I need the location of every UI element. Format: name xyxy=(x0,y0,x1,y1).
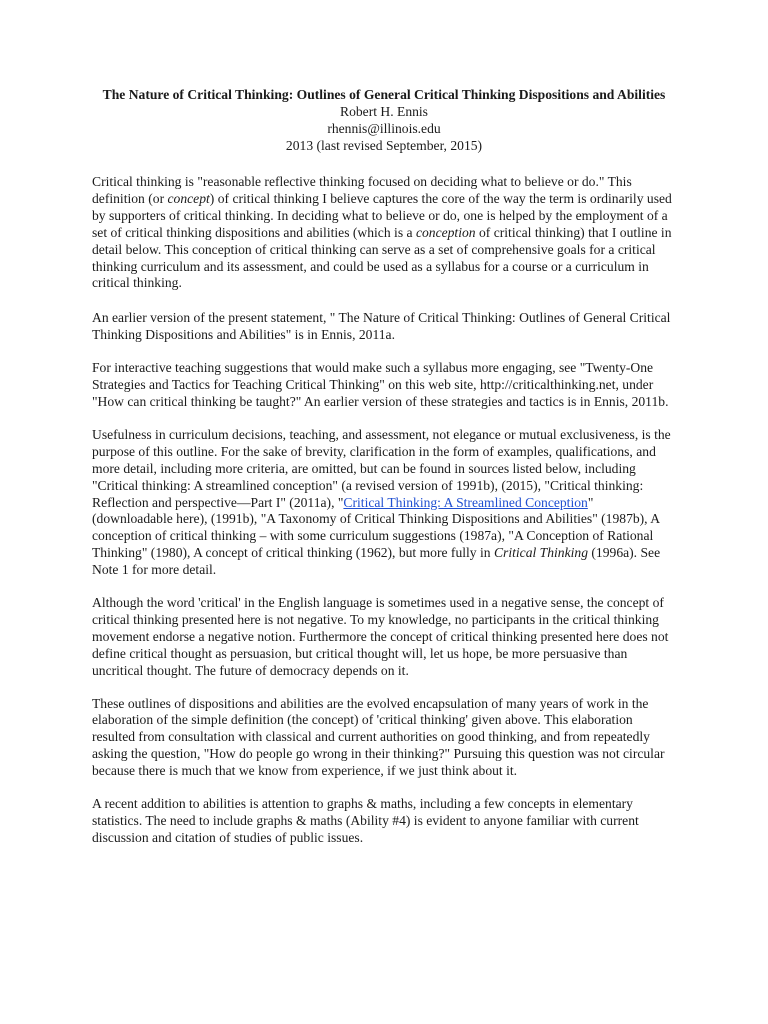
paragraph-earlier-version: An earlier version of the present statement, " The Nature of Critical Thinking: Outlines of General Critical Thinking Dispositions and Abilities" is in Ennis, 2011a. xyxy=(92,310,671,343)
emphasis-text: concept xyxy=(167,190,210,206)
paragraph-teaching-suggestions: For interactive teaching suggestions that would make such a syllabus more engaging, see "Twenty-One Strategies and Tactics for Teaching Critical Thinking" on this web site, http://criticalthinking.net, under "How can critical thinking be taught?" An earlier version of these strategies and tactics is in Ennis, 2011b. xyxy=(92,360,669,409)
paragraph-critical-meaning: Although the word 'critical' in the English language is sometimes used in a negative sense, the concept of critical thinking presented here is not negative. To my knowledge, no participants in the critical thinking movement endorse a negative notion. Furthermore the concept of critical thinking presented here does not define critical thought as persuasion, but critical thought will, let us hope, be more persuasive than uncritical thought. The future of democracy depends on it. xyxy=(92,595,669,678)
document-date: 2013 (last revised September, 2015) xyxy=(285,138,483,153)
streamlined-conception-link[interactable]: Critical Thinking: A Streamlined Conception xyxy=(343,494,588,510)
paragraph-text: ) of critical thinking I believe captures the core of the way the term is ordinarily used by supporters of critical thinking. In deciding what to believe or do, one is helped by the employment of a set of critical thinking dispositions and abilities (which is a xyxy=(92,190,672,240)
paragraph-definition xyxy=(92,174,676,292)
document-title: The Nature of Critical Thinking: Outlines of General Critical Thinking Dispositions and Abilities xyxy=(102,87,666,102)
paragraph-text: Usefulness in curriculum decisions, teaching, and assessment, not elegance or mutual exclusiveness, is the purpose of this outline. For the sake of brevity, clarification in the form of examples, qualifications, and more detail, including more criteria, are omitted, but can be found in sources listed below, including "Critical thinking: A streamlined conception" (a revised version of 1991b), (2015), "Critical thinking: Reflection and perspective—Part I" (2011a), " xyxy=(92,426,671,510)
paragraph-text: " (downloadable here), (1991b), "A Taxonomy of Critical Thinking Dispositions and Abilities" (1987b), A conception of critical thinking – with some curriculum suggestions (1987a), "A Conception of Rational Thinking" (1980), A concept of critical thinking (1962), but more fully in xyxy=(92,494,660,561)
author-name: Robert H. Ennis xyxy=(340,104,428,119)
paragraph-text: (1996a). See Note 1 for more detail. xyxy=(92,545,661,578)
paragraph-usefulness xyxy=(92,427,676,579)
document-header xyxy=(92,86,676,154)
emphasis-text: Critical Thinking xyxy=(493,545,588,561)
emphasis-text: conception xyxy=(415,224,476,240)
document-page xyxy=(92,86,676,863)
paragraph-graphs-maths: A recent addition to abilities is attention to graphs & maths, including a few concepts in elementary statistics. The need to include graphs & maths (Ability #4) is evident to anyone familiar with current discussion and citation of studies of public issues. xyxy=(92,796,639,845)
paragraph-outlines-evolution: These outlines of dispositions and abilities are the evolved encapsulation of many years of work in the elaboration of the simple definition (the concept) of 'critical thinking' given above. This elaboration resulted from consultation with classical and current authorities on good thinking, and from repeatedly asking the question, "How do people go wrong in their thinking?" Pursuing this question was not circular because there is much that we know from experience, if we just think about it. xyxy=(92,695,665,779)
author-email: rhennis@illinois.edu xyxy=(327,121,441,136)
paragraph-text: of critical thinking) that I outline in detail below. This conception of critical thinking can serve as a set of comprehensive goals for a critical thinking curriculum and its assessment, and could be used as a syllabus for a course or a curriculum in critical thinking. xyxy=(92,224,672,291)
paragraph-text: Critical thinking is "reasonable reflective thinking focused on deciding what to believe or do." This definition (or xyxy=(92,174,632,206)
